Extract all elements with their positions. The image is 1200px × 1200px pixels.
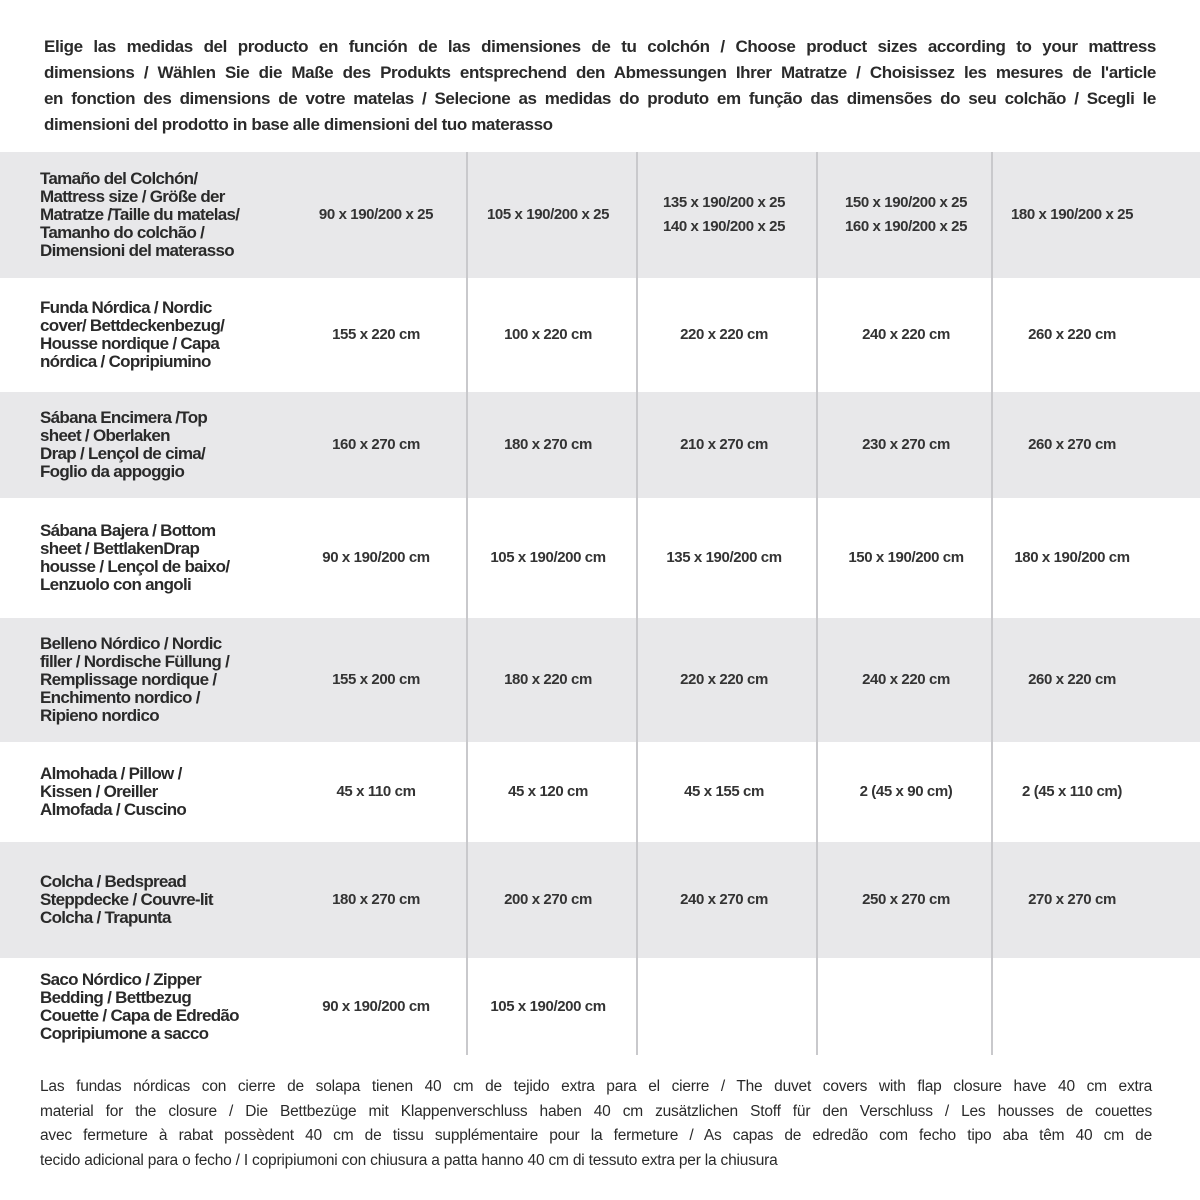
size-cell bbox=[332, 433, 420, 457]
column-divider bbox=[991, 152, 993, 1055]
size-cell bbox=[332, 668, 420, 692]
column-divider bbox=[816, 152, 818, 1055]
table-row bbox=[0, 958, 1200, 1055]
label-line: Mattress size / Größe der bbox=[40, 187, 225, 206]
cell-value: 260 x 270 cm bbox=[1028, 436, 1116, 453]
size-cell bbox=[322, 995, 429, 1019]
cell-value: 270 x 270 cm bbox=[1028, 891, 1116, 908]
size-table bbox=[0, 152, 1200, 1055]
size-cell bbox=[848, 546, 963, 570]
cell-value: 105 x 190/200 cm bbox=[490, 549, 606, 566]
cell-value: 45 x 120 cm bbox=[508, 783, 588, 800]
label-line: Enchimento nordico / bbox=[40, 688, 200, 707]
label-line: Belleno Nórdico / Nordic bbox=[40, 634, 222, 653]
size-cell bbox=[332, 888, 420, 912]
cell-value: 260 x 220 cm bbox=[1028, 326, 1116, 343]
mattress-size-cell bbox=[1011, 203, 1133, 227]
cell-value: 160 x 270 cm bbox=[332, 436, 420, 453]
label-line: Steppdecke / Couvre-lit bbox=[40, 890, 213, 909]
text-line: en fonction des dimensions de votre matelas / Selecione as medidas do produto em função das dimensões do seu colchão / Scegli le bbox=[44, 89, 1156, 108]
cell-value: 160 x 190/200 x 25 bbox=[844, 218, 968, 235]
label-line: Almohada / Pillow / bbox=[40, 764, 182, 783]
cell-value: 140 x 190/200 x 25 bbox=[662, 218, 786, 235]
row-label bbox=[40, 170, 290, 260]
cell-value: 2 (45 x 90 cm) bbox=[859, 783, 953, 800]
cell-value: 180 x 270 cm bbox=[332, 891, 420, 908]
label-line: Drap / Lençol de cima/ bbox=[40, 444, 206, 463]
size-cell bbox=[862, 668, 950, 692]
cell-value: 220 x 220 cm bbox=[680, 326, 768, 343]
size-cell bbox=[680, 888, 768, 912]
row-label bbox=[40, 765, 290, 819]
label-line: cover/ Bettdeckenbezug/ bbox=[40, 316, 225, 335]
row-label bbox=[40, 409, 290, 481]
size-cell bbox=[1014, 546, 1129, 570]
cell-value: 220 x 220 cm bbox=[680, 671, 768, 688]
cell-value: 180 x 270 cm bbox=[504, 436, 592, 453]
size-cell bbox=[490, 546, 605, 570]
size-cell bbox=[336, 780, 415, 804]
row-label bbox=[40, 299, 290, 371]
label-line: Matratze /Taille du matelas/ bbox=[40, 205, 240, 224]
label-line: Couette / Capa de Edredão bbox=[40, 1005, 239, 1025]
cell-value: 135 x 190/200 x 25 bbox=[662, 194, 786, 211]
label-line: Colcha / Trapunta bbox=[40, 908, 171, 927]
label-line: Bedding / Bettbezug bbox=[40, 987, 192, 1007]
text-line: Elige las medidas del producto en función de las dimensiones de tu colchón / Choose product sizes according to your mattress bbox=[44, 37, 1156, 56]
label-line: Foglio da appoggio bbox=[40, 462, 185, 481]
label-line: Saco Nórdico / Zipper bbox=[40, 969, 201, 989]
cell-value: 260 x 220 cm bbox=[1028, 671, 1116, 688]
mattress-size-cell bbox=[319, 203, 433, 227]
row-label bbox=[40, 522, 290, 594]
text-line: Las fundas nórdicas con cierre de solapa tienen 40 cm de tejido extra para el cierre / The duvet covers with flap closure have 40 cm extra bbox=[40, 1078, 1152, 1095]
table-row bbox=[0, 278, 1200, 392]
size-cell bbox=[508, 780, 588, 804]
cell-value: 240 x 270 cm bbox=[680, 891, 768, 908]
mattress-size-cell bbox=[663, 191, 785, 239]
cell-value: 45 x 155 cm bbox=[684, 783, 764, 800]
label-line: sheet / Oberlaken bbox=[40, 426, 170, 445]
size-cell bbox=[1022, 780, 1122, 804]
cell-value: 105 x 190/200 x 25 bbox=[486, 206, 610, 223]
size-cell bbox=[1028, 668, 1116, 692]
cell-value: 210 x 270 cm bbox=[680, 436, 768, 453]
cell-value: 240 x 220 cm bbox=[862, 671, 950, 688]
cell-value: 150 x 190/200 x 25 bbox=[844, 194, 968, 211]
label-line: Ripieno nordico bbox=[40, 706, 159, 725]
cell-value: 105 x 190/200 cm bbox=[490, 997, 606, 1015]
text-line: tecido adicional para o fecho / I copripiumoni con chiusura a patta hanno 40 cm di tessuto extra per la chiusura bbox=[40, 1151, 778, 1169]
label-line: Tamanho do colchão / bbox=[40, 223, 205, 242]
column-divider bbox=[466, 152, 468, 1055]
size-cell bbox=[504, 323, 592, 347]
text-line: avec fermeture à rabat possèdent 40 cm de tissu supplémentaire pour la fermeture / As capas de edredão com fecho tipo aba têm 40 cm de bbox=[40, 1127, 1152, 1144]
cell-value: 135 x 190/200 cm bbox=[666, 549, 782, 566]
table-row bbox=[0, 392, 1200, 498]
cell-value: 240 x 220 cm bbox=[862, 326, 950, 343]
label-line: Colcha / Bedspread bbox=[40, 872, 187, 891]
cell-value: 180 x 220 cm bbox=[504, 671, 592, 688]
label-line: Sábana Bajera / Bottom bbox=[40, 521, 216, 540]
label-line: Dimensioni del materasso bbox=[40, 241, 234, 260]
column-divider bbox=[636, 152, 638, 1055]
row-label bbox=[40, 635, 290, 725]
cell-value: 180 x 190/200 cm bbox=[1014, 549, 1130, 566]
size-cell bbox=[684, 780, 764, 804]
label-line: Lenzuolo con angoli bbox=[40, 575, 192, 594]
intro-text bbox=[44, 34, 1156, 138]
label-line: Copripiumone a sacco bbox=[40, 1023, 209, 1043]
mattress-size-cell bbox=[845, 191, 967, 239]
cell-value: 155 x 220 cm bbox=[332, 326, 420, 343]
label-line: Housse nordique / Capa bbox=[40, 334, 220, 353]
footer-note bbox=[40, 1075, 1152, 1173]
cell-value: 250 x 270 cm bbox=[862, 891, 950, 908]
label-line: Tamaño del Colchón/ bbox=[40, 169, 198, 188]
cell-value: 2 (45 x 110 cm) bbox=[1022, 783, 1122, 800]
size-cell bbox=[680, 323, 768, 347]
label-line: Funda Nórdica / Nordic bbox=[40, 298, 212, 317]
size-cell bbox=[504, 433, 592, 457]
label-line: nórdica / Copripiumino bbox=[40, 352, 211, 371]
cell-value: 100 x 220 cm bbox=[504, 326, 592, 343]
row-label bbox=[40, 971, 290, 1043]
table-row bbox=[0, 742, 1200, 842]
cell-value: 90 x 190/200 x 25 bbox=[318, 206, 434, 223]
mattress-size-cell bbox=[487, 203, 609, 227]
cell-value: 200 x 270 cm bbox=[504, 891, 592, 908]
cell-value: 45 x 110 cm bbox=[336, 783, 416, 800]
size-cell bbox=[862, 323, 950, 347]
row-label bbox=[40, 873, 290, 927]
size-cell bbox=[504, 888, 592, 912]
label-line: Almofada / Cuscino bbox=[40, 800, 187, 819]
size-cell bbox=[332, 323, 420, 347]
label-line: Remplissage nordique / bbox=[40, 670, 217, 689]
table-row bbox=[0, 498, 1200, 618]
label-line: sheet / BettlakenDrap bbox=[40, 539, 200, 558]
size-cell bbox=[862, 888, 950, 912]
table-row bbox=[0, 618, 1200, 742]
table-header-row bbox=[0, 152, 1200, 278]
size-cell bbox=[860, 780, 953, 804]
size-cell bbox=[680, 433, 768, 457]
cell-value: 180 x 190/200 x 25 bbox=[1010, 206, 1134, 223]
cell-value: 90 x 190/200 cm bbox=[322, 549, 430, 566]
label-line: filler / Nordische Füllung / bbox=[40, 652, 230, 671]
size-cell bbox=[1028, 888, 1116, 912]
label-line: housse / Lençol de baixo/ bbox=[40, 557, 230, 576]
label-line: Kissen / Oreiller bbox=[40, 782, 158, 801]
cell-value: 230 x 270 cm bbox=[862, 436, 950, 453]
size-cell bbox=[504, 668, 592, 692]
label-line: Sábana Encimera /Top bbox=[40, 408, 208, 427]
text-line: dimensioni del prodotto in base alle dimensioni del tuo materasso bbox=[44, 115, 553, 134]
cell-value: 150 x 190/200 cm bbox=[848, 549, 964, 566]
size-cell bbox=[666, 546, 781, 570]
size-cell bbox=[862, 433, 950, 457]
size-cell bbox=[1028, 433, 1116, 457]
size-cell bbox=[680, 668, 768, 692]
text-line: material for the closure / Die Bettbezüge mit Klappenverschluss haben 40 cm zusätzlichen Stoff für den Verschluss / Les housses de couettes bbox=[40, 1102, 1152, 1120]
size-cell bbox=[1028, 323, 1116, 347]
text-line: dimensions / Wählen Sie die Maße des Produkts entsprechend den Abmessungen Ihrer Matratze / Choisissez les mesures de l'article bbox=[44, 63, 1156, 82]
size-cell bbox=[322, 546, 429, 570]
cell-value: 90 x 190/200 cm bbox=[322, 997, 430, 1015]
table-row bbox=[0, 842, 1200, 958]
cell-value: 155 x 200 cm bbox=[332, 671, 420, 688]
size-cell bbox=[490, 995, 605, 1019]
